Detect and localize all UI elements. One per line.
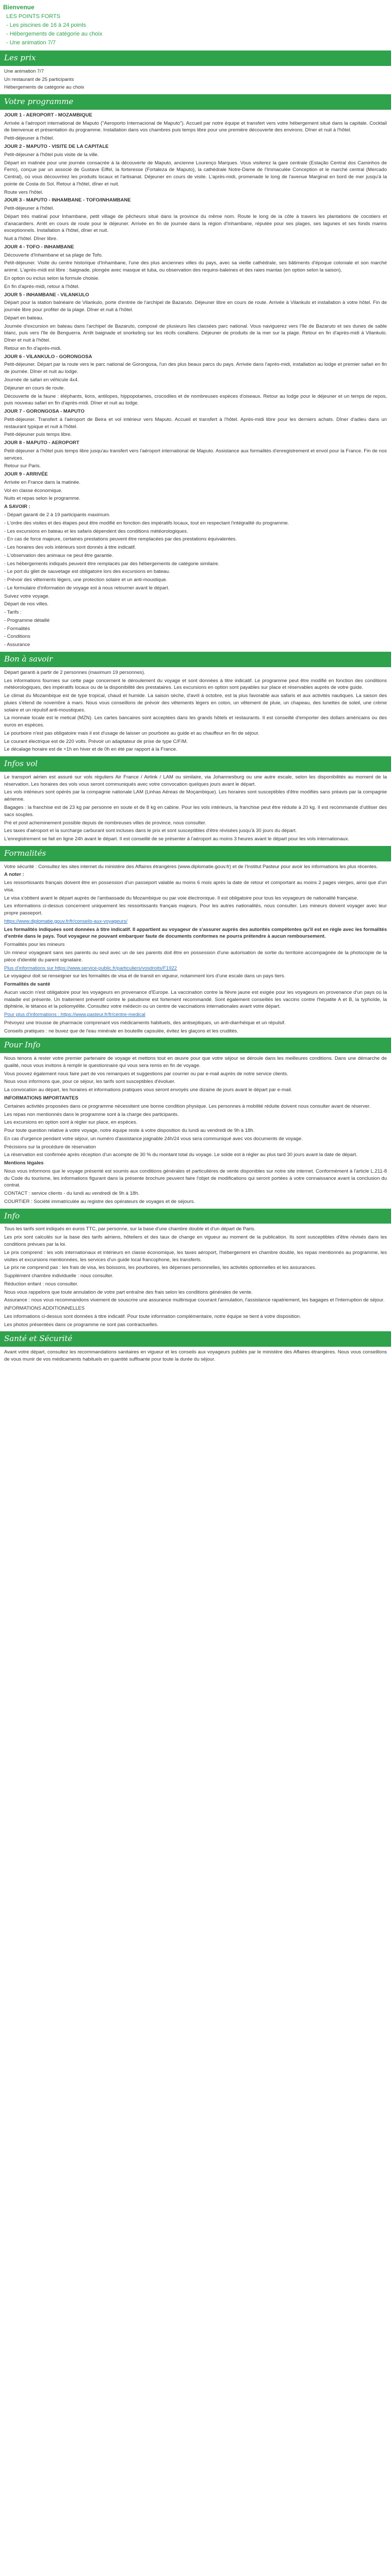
paragraph: Le visa s'obtient avant le départ auprès de l'ambassade du Mozambique ou par voie électronique. Il est obligatoire pour tous les voyageurs de nationalité française. bbox=[4, 895, 359, 901]
prix-line: Hébergements de catégorie au choix bbox=[4, 84, 85, 91]
paragraph: Arrivée à l'aéroport international de Maputo ("Aeroporto Internacional de Maputo"). Accueil par notre équipe et transfert vers votre hébergement situé dans la capitale. Cocktail de bienvenue et présentation du programme. Installation dans vos chambres puis temps libre pour une première découverte des environs. Dîner et nuit à l'hôtel. bbox=[4, 120, 387, 133]
paragraph: Le pourboire n'est pas obligatoire mais il est d'usage de laisser un pourboire au guide et au chauffeur en fin de séjour. bbox=[4, 730, 259, 736]
paragraph: - Formalités bbox=[4, 625, 30, 632]
section-heading-bon-a-savoir: Bon à savoir bbox=[0, 652, 391, 667]
paragraph: Bagages : la franchise est de 23 kg par personne en soute et de 8 kg en cabine. Pour les vols intérieurs, la franchise peut être réduite à 20 kg. Il est recommandé d'utiliser des sacs souples. bbox=[4, 804, 387, 818]
paragraph: Petit-déjeuner à l'hôtel puis visite de la ville. bbox=[4, 151, 99, 158]
paragraph: Certaines activités proposées dans ce programme nécessitent une bonne condition physique. Les personnes à mobilité réduite doivent nous consulter avant de réserver. bbox=[4, 1103, 371, 1109]
paragraph: Arrivée en France dans la matinée. bbox=[4, 479, 80, 485]
paragraph: - Assurance bbox=[4, 642, 30, 648]
section-heading-infos-vol: Infos vol bbox=[0, 756, 391, 772]
info-link[interactable]: https://www.diplomatie.gouv.fr/fr/conseils-aux-voyageurs/ bbox=[4, 918, 128, 924]
paragraph: Retour sur Paris. bbox=[4, 463, 41, 469]
paragraph: Déjeuner en cours de route. bbox=[4, 385, 65, 391]
paragraph: Départ en matinée pour une journée consacrée à la découverte de Maputo, ancienne Lourenço Marques. Vous visiterez la gare centrale (Estação Central dos Caminhos de Ferro), conçue par un associé de Gustave Eiffel, la forteresse (Fortaleza de Maputo), la cathédrale Notre-Dame de l'Immaculée Conception et le marché central (Mercado Central), où vous découvrirez les produits locaux et l'artisanat. Déjeuner en cours de visite. L'après-midi, promenade le long de l'avenue Marginal en bord de mer jusqu'à la pointe de Costa do Sol. Retour à l'hôtel, dîner et nuit. bbox=[4, 160, 387, 187]
paragraph: INFORMATIONS ADDITIONNELLES bbox=[4, 1306, 85, 1312]
paragraph: Le décalage horaire est de +1h en hiver et de 0h en été par rapport à la France. bbox=[4, 747, 177, 753]
paragraph: JOUR 9 - ARRIVÉE bbox=[4, 471, 48, 478]
paragraph: Nous vous rappelons que toute annulation de votre part entraîne des frais selon les conditions générales de vente. bbox=[4, 1289, 253, 1295]
paragraph: Départ de nos villes. bbox=[4, 601, 49, 607]
paragraph: Les informations ci-dessus concernent uniquement les ressortissants français majeurs. Pour les autres nationalités, nous consulter. Les mineurs doivent voyager avec leur propre passeport. bbox=[4, 903, 387, 917]
prix-line: Une animation 7/7 bbox=[4, 68, 44, 74]
paragraph: Découverte de la faune : éléphants, lions, antilopes, hippopotames, crocodiles et de nombreuses espèces d'oiseaux. Retour au lodge pour le déjeuner et un temps de repos, puis nouveau safari en fin d'après-midi. Dîner et nuit au lodge. bbox=[4, 393, 387, 406]
sante-securite-block bbox=[0, 1349, 391, 1363]
section-heading-pour-info: Pour Info bbox=[0, 1038, 391, 1053]
paragraph: Conseils pratiques : ne buvez que de l'eau minérale en bouteille capsulée, évitez les glaçons et les crudités. bbox=[4, 1028, 238, 1034]
paragraph: JOUR 6 - VILANKULO - GORONGOSA bbox=[4, 353, 92, 360]
infos-vol-block bbox=[0, 774, 391, 843]
prix-block bbox=[0, 68, 391, 91]
paragraph: Journée de safari en véhicule 4x4. bbox=[4, 377, 79, 383]
paragraph: JOUR 7 - GORONGOSA - MAPUTO bbox=[4, 409, 85, 415]
programme-block bbox=[0, 112, 391, 649]
paragraph: Le climat du Mozambique est de type tropical, chaud et humide. La saison sèche, d'avril à octobre, est la plus favorable aux safaris et aux activités nautiques. La saison des pluies s'étend de novembre à mars. Nous vous conseillons de prévoir des vêtements légers en coton, un vêtement de pluie, un chapeau, des lunettes de soleil, une crème solaire et un répulsif anti-moustiques. bbox=[4, 693, 387, 713]
formalites-block bbox=[0, 863, 391, 1035]
paragraph: Les photos présentées dans ce programme ne sont pas contractuelles. bbox=[4, 1321, 158, 1328]
paragraph: Petit-déjeuner puis temps libre. bbox=[4, 432, 72, 438]
section-heading-prix: Les prix bbox=[0, 50, 391, 66]
paragraph: - En cas de force majeure, certaines prestations peuvent être remplacées par des prestations équivalentes. bbox=[4, 536, 237, 543]
paragraph: Les taxes d'aéroport et la surcharge carburant sont incluses dans le prix et sont susceptibles d'être révisées jusqu'à 30 jours du départ. bbox=[4, 828, 297, 834]
paragraph: JOUR 5 - INHAMBANE - VILANKULO bbox=[4, 292, 89, 298]
paragraph: Nous vous informons que, pour ce séjour, les tarifs sont susceptibles d'évoluer. bbox=[4, 1079, 175, 1085]
paragraph: - Conditions bbox=[4, 634, 30, 640]
intro-line: - Une animation 7/7 bbox=[6, 40, 56, 46]
paragraph: Le prix comprend : les vols internationaux et intérieurs en classe économique, les taxes aéroport, l'hébergement en chambre double, les repas mentionnés au programme, les visites et excursions mentionnées, les services d'un guide local francophone, les transferts. bbox=[4, 1249, 387, 1263]
paragraph: Le transport aérien est assuré sur vols réguliers Air France / Airlink / LAM ou similaire, via Johannesburg ou une autre escale, selon les disponibilités au moment de la réservation. Les horaires des vols vous seront communiqués avec votre convocation quelques jours avant le départ. bbox=[4, 774, 387, 787]
paragraph: Les informations fournies sur cette page concernent le déroulement du voyage et sont données à titre indicatif. Le programme peut être modifié en fonction des conditions météorologiques, des impératifs locaux ou de la disponibilité des prestataires. Les excursions en option sont payables sur place et réservables auprès de votre guide. bbox=[4, 677, 387, 691]
paragraph: Vol en classe économique. bbox=[4, 487, 63, 494]
paragraph: Petit-déjeuner à l'hôtel. bbox=[4, 135, 54, 142]
paragraph: JOUR 8 - MAPUTO - AEROPORT bbox=[4, 440, 79, 446]
paragraph: Départ en bateau. bbox=[4, 315, 44, 321]
paragraph: Précisions sur la procédure de réservation bbox=[4, 1144, 96, 1150]
section-heading-formalites: Formalités bbox=[0, 846, 391, 861]
paragraph: En fin d'après-midi, retour à l'hôtel. bbox=[4, 283, 80, 290]
paragraph: - Prévoir des vêtements légers, une protection solaire et un anti-moustique. bbox=[4, 577, 168, 583]
paragraph: Les informations ci-dessus sont données à titre indicatif. Pour toute information complémentaire, notre équipe se tient à votre disposition. bbox=[4, 1313, 301, 1319]
bon-a-savoir-block bbox=[0, 669, 391, 753]
paragraph: Supplément chambre individuelle : nous consulter. bbox=[4, 1273, 113, 1279]
paragraph: JOUR 1 - AEROPORT - MOZAMBIQUE bbox=[4, 112, 92, 118]
paragraph: JOUR 3 - MAPUTO - INHAMBANE - TOFO/INHAMBANE bbox=[4, 197, 131, 204]
paragraph: Votre sécurité : Consultez les sites internet du ministère des Affaires étrangères (www.diplomatie.gouv.fr) et de l'Institut Pasteur pour avoir les informations les plus récentes. bbox=[4, 863, 378, 870]
paragraph: Les ressortissants français doivent être en possession d'un passeport valable au moins 6 mois après la date de retour et comportant au moins 2 pages vierges, ainsi que d'un visa. bbox=[4, 880, 387, 893]
paragraph: - L'ordre des visites et des étapes peut être modifié en fonction des impératifs locaux, tout en respectant l'intégralité du programme. bbox=[4, 520, 289, 526]
paragraph: L'enregistrement se fait en ligne 24h avant le départ. Il est conseillé de se présenter à l'aéroport au moins 3 heures avant le départ pour les vols internationaux. bbox=[4, 836, 350, 842]
info-link[interactable]: Pour plus d'informations : https://www.pasteur.fr/fr/centre-medical bbox=[4, 1012, 145, 1018]
intro-line: - Hébergements de catégorie au choix bbox=[6, 31, 103, 38]
paragraph: La monnaie locale est le metical (MZN). Les cartes bancaires sont acceptées dans les grands hôtels et restaurants. Il est conseillé d'emporter des dollars américains ou des euros en espèces. bbox=[4, 715, 387, 728]
prix-line: Un restaurant de 25 participants bbox=[4, 76, 74, 82]
paragraph: Les excursions en option sont à régler sur place, en espèces. bbox=[4, 1120, 138, 1126]
paragraph: Route vers l'hôtel. bbox=[4, 189, 43, 195]
paragraph: Départ pour la station balnéaire de Vilankulo, porte d'entrée de l'archipel de Bazaruto. Déjeuner libre en cours de route. Arrivée à Vilankulo et installation à votre hôtel. Fin de journée libre pour profiter de la plage. Dîner et nuit à l'hôtel. bbox=[4, 300, 387, 313]
paragraph: Petit-déjeuner à l'hôtel puis temps libre jusqu'au transfert vers l'aéroport international de Maputo. Assistance aux formalités d'enregistrement et envol pour la France. Fin de nos services. bbox=[4, 448, 387, 461]
paragraph: Petit-déjeuner à l'hôtel. bbox=[4, 206, 54, 212]
paragraph: Un mineur voyageant sans ses parents ou seul avec un de ses parents doit être en possession d'une autorisation de sortie du territoire accompagnée de la photocopie de la pièce d'identité du parent signataire. bbox=[4, 950, 387, 963]
paragraph: Pour toute question relative à votre voyage, notre équipe reste à votre disposition du lundi au vendredi de 9h à 18h. bbox=[4, 1128, 255, 1134]
paragraph: A noter : bbox=[4, 872, 24, 878]
pour-info-block bbox=[0, 1055, 391, 1206]
paragraph: Avant votre départ, consultez les recommandations sanitaires en vigueur et les conseils aux voyageurs publiés par le ministère des Affaires étrangères. Nous vous conseillons de vous munir de vos médicaments habituels en quantité suffisante pour toute la durée du séjour. bbox=[4, 1349, 387, 1362]
paragraph: Suivez votre voyage. bbox=[4, 593, 50, 599]
intro-line: LES POINTS FORTS bbox=[6, 13, 60, 20]
info-block bbox=[0, 1226, 391, 1328]
paragraph: - Tarifs : bbox=[4, 609, 22, 616]
paragraph: Découverte d'Inhambane et sa plage de Tofo. bbox=[4, 252, 103, 258]
paragraph: Nous tenons à rester votre premier partenaire de voyage et mettons tout en œuvre pour que votre séjour se déroule dans les meilleures conditions. Dans une démarche de qualité, nous vous invitons à remplir le questionnaire qui vous sera remis en fin de voyage. bbox=[4, 1056, 387, 1069]
paragraph: Assurance : nous vous recommandons vivement de souscrire une assurance multirisque couvrant l'annulation, l'assistance rapatriement, les bagages et l'interruption de séjour. bbox=[4, 1297, 385, 1303]
paragraph: Formalités pour les mineurs bbox=[4, 942, 65, 948]
paragraph: Les vols intérieurs sont opérés par la compagnie nationale LAM (Linhas Aéreas de Moçambique). Les horaires sont susceptibles d'être modifiés sans préavis par la compagnie aérienne. bbox=[4, 789, 387, 803]
paragraph: Vous pouvez également nous faire part de vos remarques et suggestions par courrier ou par e-mail auprès de notre service clients. bbox=[4, 1071, 288, 1077]
paragraph: INFORMATIONS IMPORTANTES bbox=[4, 1095, 78, 1101]
intro-title: Bienvenue bbox=[3, 4, 35, 11]
paragraph: - Les excursions en bateau et les safaris dépendent des conditions météorologiques. bbox=[4, 528, 188, 534]
paragraph: Prévoyez une trousse de pharmacie comprenant vos médicaments habituels, des antiseptiques, un anti-diarrhéique et un répulsif. bbox=[4, 1020, 286, 1026]
paragraph: A SAVOIR : bbox=[4, 504, 30, 510]
paragraph: - Départ garanti de 2 à 19 participants maximum. bbox=[4, 512, 110, 518]
paragraph: - Programme détaillé bbox=[4, 617, 50, 623]
paragraph: - Les hébergements indiqués peuvent être remplacés par des hébergements de catégorie similaire. bbox=[4, 561, 220, 567]
paragraph: JOUR 4 - TOFO - INHAMBANE bbox=[4, 244, 74, 250]
section-heading-sante-securite: Santé et Sécurité bbox=[0, 1331, 391, 1347]
paragraph: Les formalités indiquées sont données à titre indicatif. Il appartient au voyageur de s'assurer auprès des autorités compétentes qu'il est en règle avec les formalités d'entrée dans le pays. Tout voyageur ne pouvant embarquer faute de documents conformes ne pourra prétendre à aucun remboursement. bbox=[4, 926, 387, 940]
paragraph: - Le port du gilet de sauvetage est obligatoire lors des excursions en bateau. bbox=[4, 569, 170, 575]
paragraph: Mentions légales bbox=[4, 1160, 44, 1166]
paragraph: Formalités de santé bbox=[4, 981, 51, 988]
info-link[interactable]: Plus d'informations sur https://www.service-public.fr/particuliers/vosdroits/F1922 bbox=[4, 965, 177, 971]
paragraph: Réduction enfant : nous consulter. bbox=[4, 1281, 78, 1287]
intro-block bbox=[0, 0, 391, 47]
paragraph: La réservation est confirmée après réception d'un acompte de 30 % du montant total du voyage. Le solde est à régler au plus tard 30 jours avant la date de départ. bbox=[4, 1152, 357, 1158]
paragraph: Petit-déjeuner. Visite du centre historique d'Inhambane, l'une des plus anciennes villes du pays, avec sa vieille cathédrale, ses bâtiments d'époque coloniale et son marché animé. L'après-midi est libre : baignade, plongée avec masque et tuba, ou observation des requins-baleines et des raies mantas (en option selon la saison). bbox=[4, 260, 387, 274]
paragraph: - Le formulaire d'information de voyage est à nous retourner avant le départ. bbox=[4, 585, 170, 591]
paragraph: Départ garanti à partir de 2 personnes (maximum 19 personnes). bbox=[4, 669, 145, 675]
paragraph: En option ou inclus selon la formule choisie. bbox=[4, 276, 100, 282]
paragraph: Nous vous informons que le voyage présenté est soumis aux conditions générales et particulières de vente disponibles sur notre site internet. Conformément à l'article L.211-8 du Code du tourisme, les informations figurant dans la présente brochure peuvent faire l'objet de modifications qui seront portées à votre connaissance avant la conclusion du contrat. bbox=[4, 1168, 387, 1189]
paragraph: Petit-déjeuner. Départ par la route vers le parc national de Gorongosa, l'un des plus beaux parcs du pays. Arrivée dans l'après-midi, installation au lodge et premier safari en fin de journée. Dîner et nuit au lodge. bbox=[4, 362, 387, 375]
paragraph: Le prix ne comprend pas : les frais de visa, les boissons, les pourboires, les dépenses personnelles, les activités optionnelles et les assurances. bbox=[4, 1265, 317, 1271]
paragraph: - L'observation des animaux ne peut être garantie. bbox=[4, 552, 113, 558]
paragraph: CONTACT : service clients - du lundi au vendredi de 9h à 18h. bbox=[4, 1191, 140, 1197]
paragraph: En cas d'urgence pendant votre séjour, un numéro d'assistance joignable 24h/24 vous sera communiqué avec vos documents de voyage. bbox=[4, 1136, 303, 1142]
paragraph: Nuits et repas selon le programme. bbox=[4, 496, 80, 502]
paragraph: Le courant électrique est de 220 volts. Prévoir un adaptateur de prise de type C/F/M. bbox=[4, 738, 188, 744]
paragraph: - Les horaires des vols intérieurs sont donnés à titre indicatif. bbox=[4, 545, 136, 551]
section-heading-info: Info bbox=[0, 1209, 391, 1224]
paragraph: Les prix sont calculés sur la base des tarifs aériens, hôteliers et des taux de change en vigueur au moment de la publication. Ils sont susceptibles d'être révisés dans les conditions prévues par la loi. bbox=[4, 1234, 387, 1247]
paragraph: Pré et post acheminement possible depuis de nombreuses villes de province, nous consulter. bbox=[4, 820, 206, 826]
paragraph: Tous les tarifs sont indiqués en euros TTC, par personne, sur la base d'une chambre double et d'un départ de Paris. bbox=[4, 1226, 256, 1232]
paragraph: Journée d'excursion en bateau dans l'archipel de Bazaruto, composé de plusieurs îles classées parc national. Vous naviguerez vers l'île de Bazaruto et ses dunes de sable blanc, puis vers l'île de Benguerra. Arrêt baignade et snorkeling sur les récifs coralliens. Déjeuner de produits de la mer sur la plage. Retour en fin d'après-midi à Vilankulo. Dîner et nuit à l'hôtel. bbox=[4, 323, 387, 344]
paragraph: JOUR 2 - MAPUTO - VISITE DE LA CAPITALE bbox=[4, 144, 109, 149]
section-heading-programme: Votre programme bbox=[0, 94, 391, 110]
paragraph: Le voyageur doit se renseigner sur les formalités de visa et de transit en vigueur, notamment lors d'une escale dans un pays tiers. bbox=[4, 973, 286, 979]
paragraph: Départ très matinal pour Inhambane, petit village de pêcheurs situé dans la province du même nom. Route le long de la côte à travers les plantations de cocotiers et d'anacardiers. Arrêt en cours de route pour le déjeuner. Arrivée en fin de journée dans la région d'Inhambane, réputée pour ses plages, ses lagunes et ses fonds marins exceptionnels. Installation à l'hôtel, dîner et nuit. bbox=[4, 213, 387, 234]
intro-line: - Les piscines de 16 à 24 points bbox=[6, 22, 86, 29]
paragraph: Retour en fin d'après-midi. bbox=[4, 345, 62, 351]
paragraph: Nuit à l'hôtel. Dîner libre. bbox=[4, 236, 58, 242]
paragraph: Les repas non mentionnés dans le programme sont à la charge des participants. bbox=[4, 1111, 179, 1117]
paragraph: COURTIER : Société immatriculée au registre des opérateurs de voyages et de séjours. bbox=[4, 1198, 195, 1205]
paragraph: Aucun vaccin n'est obligatoire pour les voyageurs en provenance d'Europe. La vaccination contre la fièvre jaune est exigée pour les voyageurs en provenance d'un pays où la maladie est présente. Un traitement préventif contre le paludisme est fortement recommandé. Sont également conseillés les vaccins contre l'hépatite A et B, la typhoïde, la diphtérie, le tétanos et la poliomyélite. Consultez votre médecin ou un centre de vaccinations internationales avant votre départ. bbox=[4, 989, 387, 1010]
paragraph: Petit-déjeuner. Transfert à l'aéroport de Beira et vol intérieur vers Maputo. Accueil et transfert à l'hôtel. Après-midi libre pour les derniers achats. Dîner d'adieu dans un restaurant typique et nuit à l'hôtel. bbox=[4, 416, 387, 430]
paragraph: La convocation au départ, les horaires et informations pratiques vous seront envoyés une dizaine de jours avant le départ par e-mail. bbox=[4, 1087, 292, 1093]
